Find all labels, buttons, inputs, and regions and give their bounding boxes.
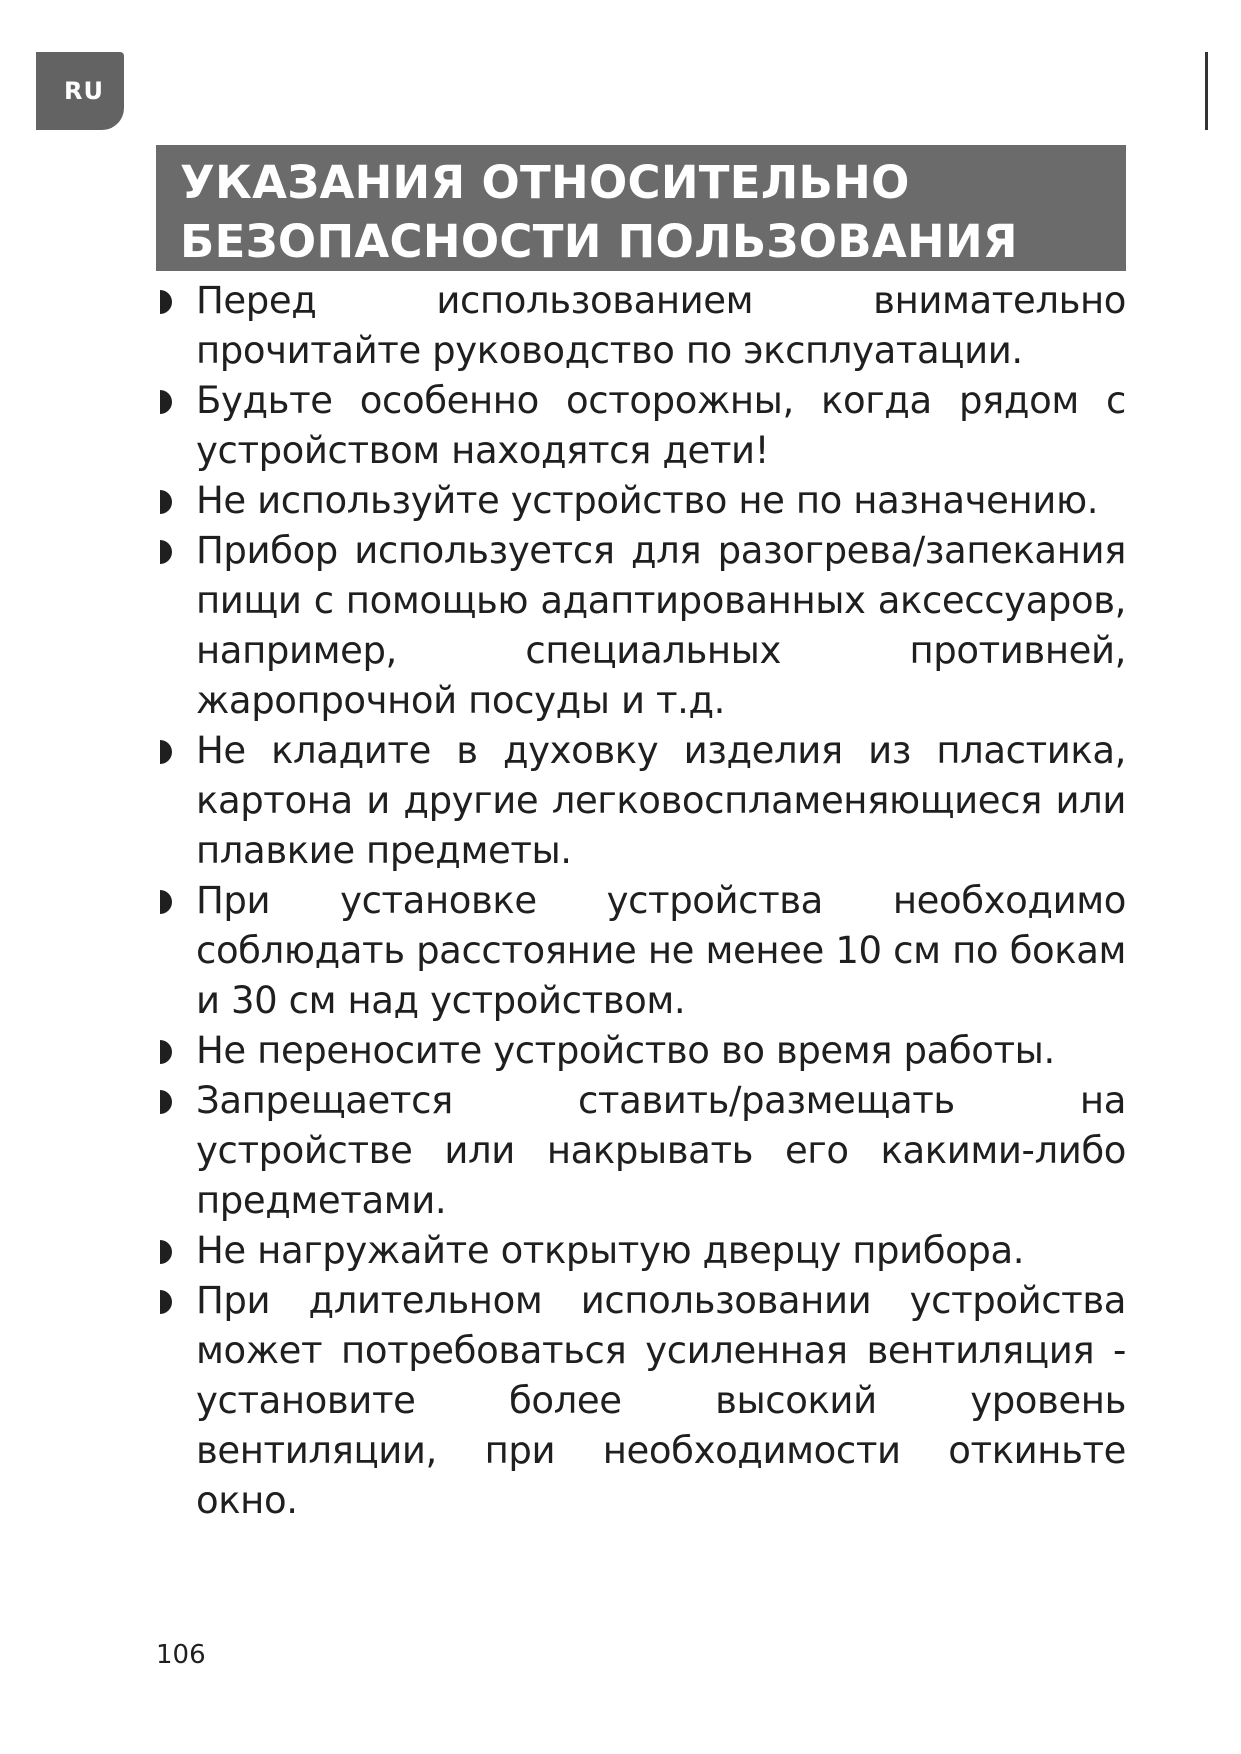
list-item-text: Не нагружайте открытую дверцу прибора. (196, 1229, 1025, 1272)
page-number: 106 (156, 1640, 206, 1670)
list-item (156, 1276, 1126, 1526)
list-item-text: Прибор используется для разогрева/запекания пищи с помощью адаптированных аксессуаров, например, специальных противней, жаропрочной посуды и т.д. (196, 529, 1126, 722)
list-item-text: Запрещается ставить/размещать на устройстве или накрывать его какими-либо предметами. (196, 1079, 1126, 1222)
section-title-line-2: БЕЗОПАСНОСТИ ПОЛЬЗОВАНИЯ (180, 215, 1018, 268)
list-item-text: Не переносите устройство во время работы. (196, 1029, 1055, 1072)
list-item (156, 876, 1126, 1026)
language-tab: RU (36, 52, 124, 130)
bullet-icon (160, 290, 172, 314)
bullet-icon (160, 390, 172, 414)
bullet-icon (160, 1240, 172, 1264)
list-item (156, 376, 1126, 476)
list-item (156, 1226, 1126, 1276)
bullet-icon (160, 1040, 172, 1064)
section-title-line-1: УКАЗАНИЯ ОТНОСИТЕЛЬНО (180, 156, 910, 209)
list-item-text: При установке устройства необходимо соблюдать расстояние не менее 10 см по бокам и 30 см над устройством. (196, 879, 1126, 1022)
bullet-icon (160, 540, 172, 564)
bullet-icon (160, 890, 172, 914)
list-item (156, 476, 1126, 526)
list-item (156, 1076, 1126, 1226)
list-item-text: Не используйте устройство не по назначению. (196, 479, 1099, 522)
list-item-text: При длительном использовании устройства может потребоваться усиленная вентиляция - установите более высокий уровень вентиляции, при необходимости откиньте окно. (196, 1279, 1126, 1522)
list-item (156, 726, 1126, 876)
bullet-icon (160, 740, 172, 764)
section-title-bar (156, 145, 1126, 271)
list-item-text: Будьте особенно осторожны, когда рядом с устройством находятся дети! (196, 379, 1126, 472)
bullet-icon (160, 1290, 172, 1314)
list-item (156, 276, 1126, 376)
page-edge-mark (1205, 52, 1208, 130)
safety-instructions-list (156, 276, 1126, 1526)
bullet-icon (160, 490, 172, 514)
bullet-icon (160, 1090, 172, 1114)
list-item (156, 1026, 1126, 1076)
list-item-text: Не кладите в духовку изделия из пластика, картона и другие легковоспламеняющиеся или плавкие предметы. (196, 729, 1126, 872)
list-item-text: Перед использованием внимательно прочитайте руководство по эксплуатации. (196, 279, 1126, 372)
list-item (156, 526, 1126, 726)
